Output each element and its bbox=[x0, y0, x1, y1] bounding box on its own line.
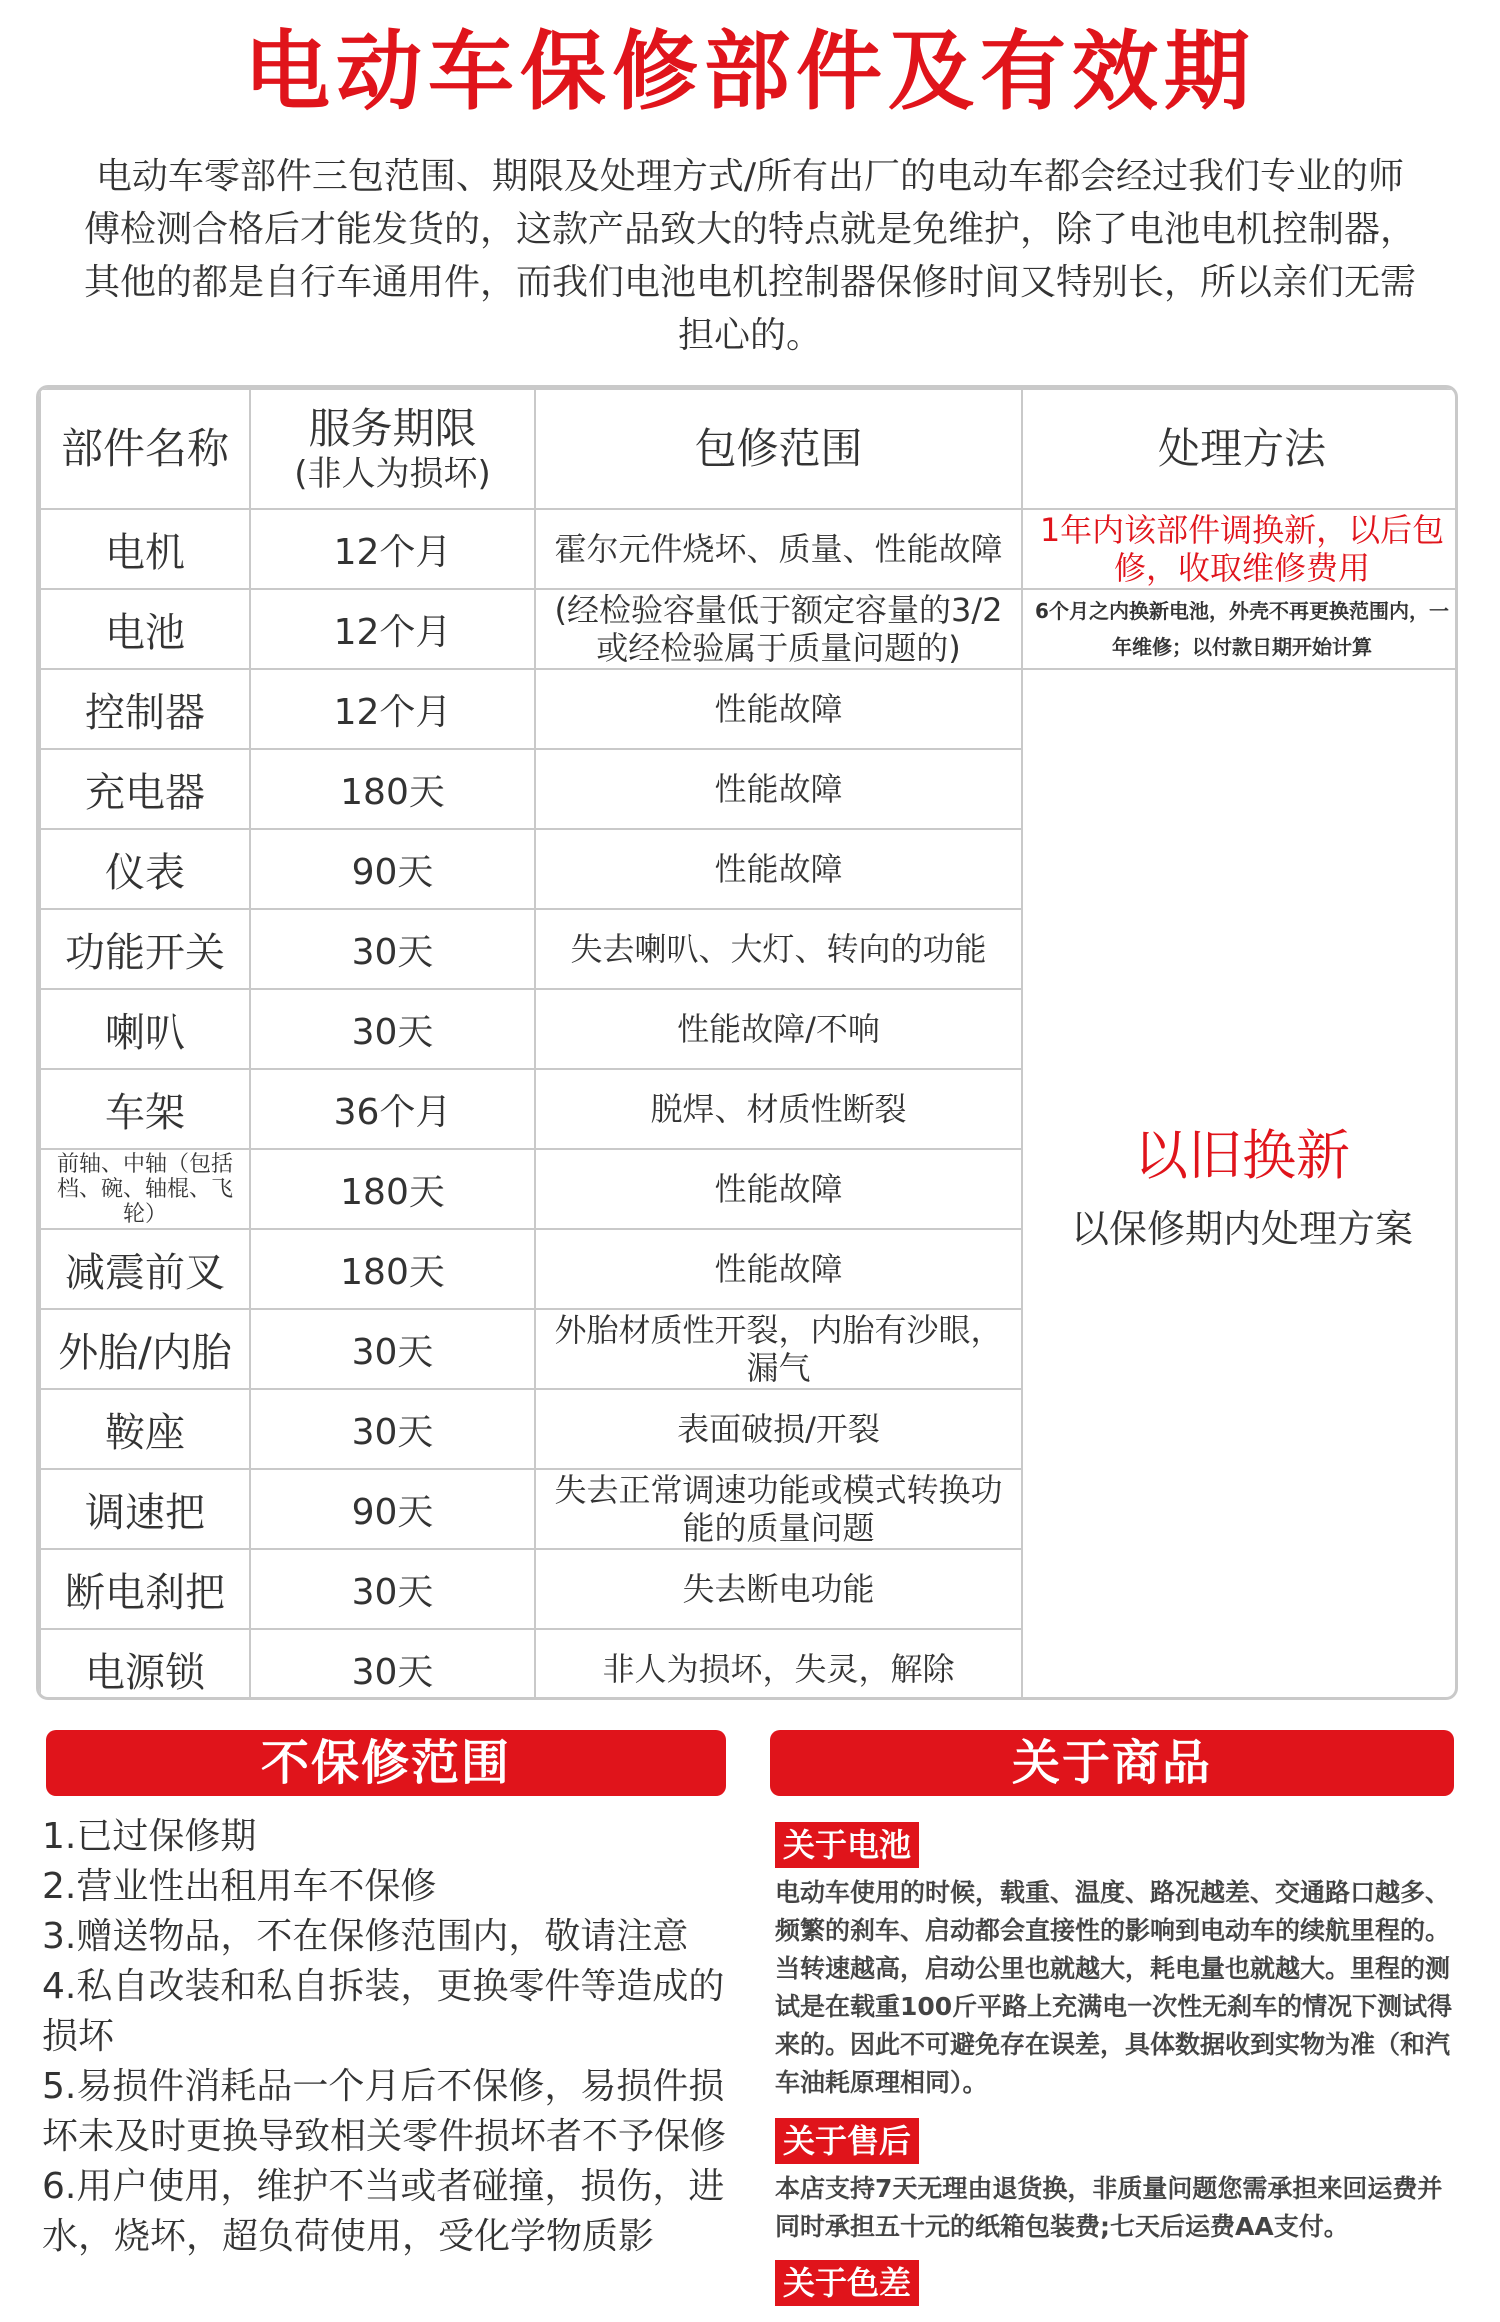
list-item: 5.易损件消耗品一个月后不保修，易损件损坏未及时更换导致相关零件损坏者不予保修 bbox=[42, 2066, 727, 2157]
about-battery-section bbox=[775, 1822, 1455, 2102]
service-period: 180天 bbox=[250, 1149, 535, 1229]
part-name: 电机 bbox=[40, 509, 250, 589]
repair-scope: 性能故障 bbox=[535, 669, 1022, 749]
part-name: 断电刹把 bbox=[40, 1549, 250, 1629]
method-swap-sub: 以保修期内处理方案 bbox=[1070, 1207, 1413, 1251]
repair-scope: 失去喇叭、大灯、转向的功能 bbox=[535, 909, 1022, 989]
part-name: 电池 bbox=[40, 589, 250, 669]
service-period: 90天 bbox=[250, 1469, 535, 1549]
repair-scope: 性能故障/不响 bbox=[535, 989, 1022, 1069]
list-item: 3.赠送物品，不在保修范围内，敬请注意 bbox=[42, 1916, 689, 1957]
method-battery: 6个月之内换新电池，外壳不再更换范围内，一年维修；以付款日期开始计算 bbox=[1022, 589, 1458, 669]
part-name: 减震前叉 bbox=[40, 1229, 250, 1309]
repair-scope: 失去断电功能 bbox=[535, 1549, 1022, 1629]
list-item: 1.已过保修期 bbox=[42, 1816, 257, 1857]
repair-scope: 性能故障 bbox=[535, 1149, 1022, 1229]
about-battery-text: 电动车使用的时候，载重、温度、路况越差、交通路口越多、频繁的刹车、启动都会直接性的影响到电动车的续航里程的。当转速越高，启动公里也就越大，耗电量也就越大。里程的测试是在载重100斤平路上充满电一次性无刹车的情况下测试得来的。因此不可避免存在误差，具体数据收到实物为准（和汽车油耗原理相同）。 bbox=[775, 1878, 1453, 2097]
part-name: 仪表 bbox=[40, 829, 250, 909]
not-covered-banner: 不保修范围 bbox=[46, 1730, 726, 1796]
header-period-sub: (非人为损坏) bbox=[294, 454, 491, 494]
table-header-row bbox=[40, 389, 1458, 509]
about-aftersale-tag: 关于售后 bbox=[775, 2118, 919, 2164]
header-scope: 包修范围 bbox=[535, 389, 1022, 509]
service-period: 30天 bbox=[250, 1549, 535, 1629]
method-motor: 1年内该部件调换新，以后包修，收取维修费用 bbox=[1022, 509, 1458, 589]
part-name: 鞍座 bbox=[40, 1389, 250, 1469]
service-period: 30天 bbox=[250, 989, 535, 1069]
about-color-section bbox=[775, 2260, 1455, 2312]
list-item: 6.用户使用，维护不当或者碰撞，损伤，进水，烧坏，超负荷使用，受化学物质影 bbox=[42, 2166, 725, 2257]
not-covered-list bbox=[42, 1812, 732, 2262]
about-color-tag: 关于色差 bbox=[775, 2260, 919, 2306]
header-method: 处理方法 bbox=[1022, 389, 1458, 509]
repair-scope: 失去正常调速功能或模式转换功能的质量问题 bbox=[535, 1469, 1022, 1549]
part-name: 电源锁 bbox=[40, 1629, 250, 1700]
part-name: 充电器 bbox=[40, 749, 250, 829]
list-item: 2.营业性出租用车不保修 bbox=[42, 1866, 437, 1907]
service-period: 180天 bbox=[250, 1229, 535, 1309]
table-row bbox=[40, 669, 1458, 749]
part-name: 前轴、中轴（包括档、碗、轴棍、飞轮） bbox=[40, 1149, 250, 1229]
method-swap-title: 以旧换新 bbox=[1134, 1124, 1350, 1187]
repair-scope: 外胎材质性开裂，内胎有沙眼，漏气 bbox=[535, 1309, 1022, 1389]
page-title: 电动车保修部件及有效期 bbox=[244, 22, 1256, 122]
about-battery-tag: 关于电池 bbox=[775, 1822, 919, 1868]
header-part: 部件名称 bbox=[40, 389, 250, 509]
service-period: 180天 bbox=[250, 749, 535, 829]
repair-scope: 性能故障 bbox=[535, 749, 1022, 829]
warranty-table bbox=[36, 385, 1458, 1700]
part-name: 喇叭 bbox=[40, 989, 250, 1069]
about-product-banner: 关于商品 bbox=[770, 1730, 1454, 1796]
part-name: 功能开关 bbox=[40, 909, 250, 989]
repair-scope: 性能故障 bbox=[535, 1229, 1022, 1309]
part-name: 外胎/内胎 bbox=[40, 1309, 250, 1389]
method-swap bbox=[1022, 669, 1458, 1700]
service-period: 30天 bbox=[250, 1389, 535, 1469]
about-aftersale-section bbox=[775, 2118, 1455, 2264]
header-period-label: 服务期限 bbox=[308, 404, 477, 453]
repair-scope: 性能故障 bbox=[535, 829, 1022, 909]
list-item: 4.私自改装和私自拆装，更换零件等造成的损坏 bbox=[42, 1966, 725, 2057]
service-period: 12个月 bbox=[250, 589, 535, 669]
part-name: 车架 bbox=[40, 1069, 250, 1149]
service-period: 12个月 bbox=[250, 509, 535, 589]
service-period: 36个月 bbox=[250, 1069, 535, 1149]
service-period: 30天 bbox=[250, 909, 535, 989]
repair-scope: 表面破损/开裂 bbox=[535, 1389, 1022, 1469]
about-aftersale-text: 本店支持7天无理由退货换，非质量问题您需承担来回运费并同时承担五十元的纸箱包装费;七天后运费AA支付。 bbox=[775, 2174, 1443, 2241]
intro-text: 电动车零部件三包范围、期限及处理方式/所有出厂的电动车都会经过我们专业的师傅检测合格后才能发货的，这款产品致大的特点就是免维护，除了电池电机控制器，其他的都是自行车通用件，而我们电池电机控制器保修时间又特别长，所以亲们无需担心的。 bbox=[83, 156, 1416, 356]
header-period bbox=[250, 389, 535, 509]
table-row bbox=[40, 589, 1458, 669]
part-name: 控制器 bbox=[40, 669, 250, 749]
service-period: 30天 bbox=[250, 1309, 535, 1389]
part-name: 调速把 bbox=[40, 1469, 250, 1549]
repair-scope: (经检验容量低于额定容量的3/2或经检验属于质量问题的) bbox=[535, 589, 1022, 669]
repair-scope: 霍尔元件烧坏、质量、性能故障 bbox=[535, 509, 1022, 589]
about-product bbox=[775, 1822, 1455, 2302]
table-row bbox=[40, 509, 1458, 589]
repair-scope: 脱焊、材质性断裂 bbox=[535, 1069, 1022, 1149]
service-period: 12个月 bbox=[250, 669, 535, 749]
service-period: 30天 bbox=[250, 1629, 535, 1700]
service-period: 90天 bbox=[250, 829, 535, 909]
repair-scope: 非人为损坏，失灵，解除 bbox=[535, 1629, 1022, 1700]
